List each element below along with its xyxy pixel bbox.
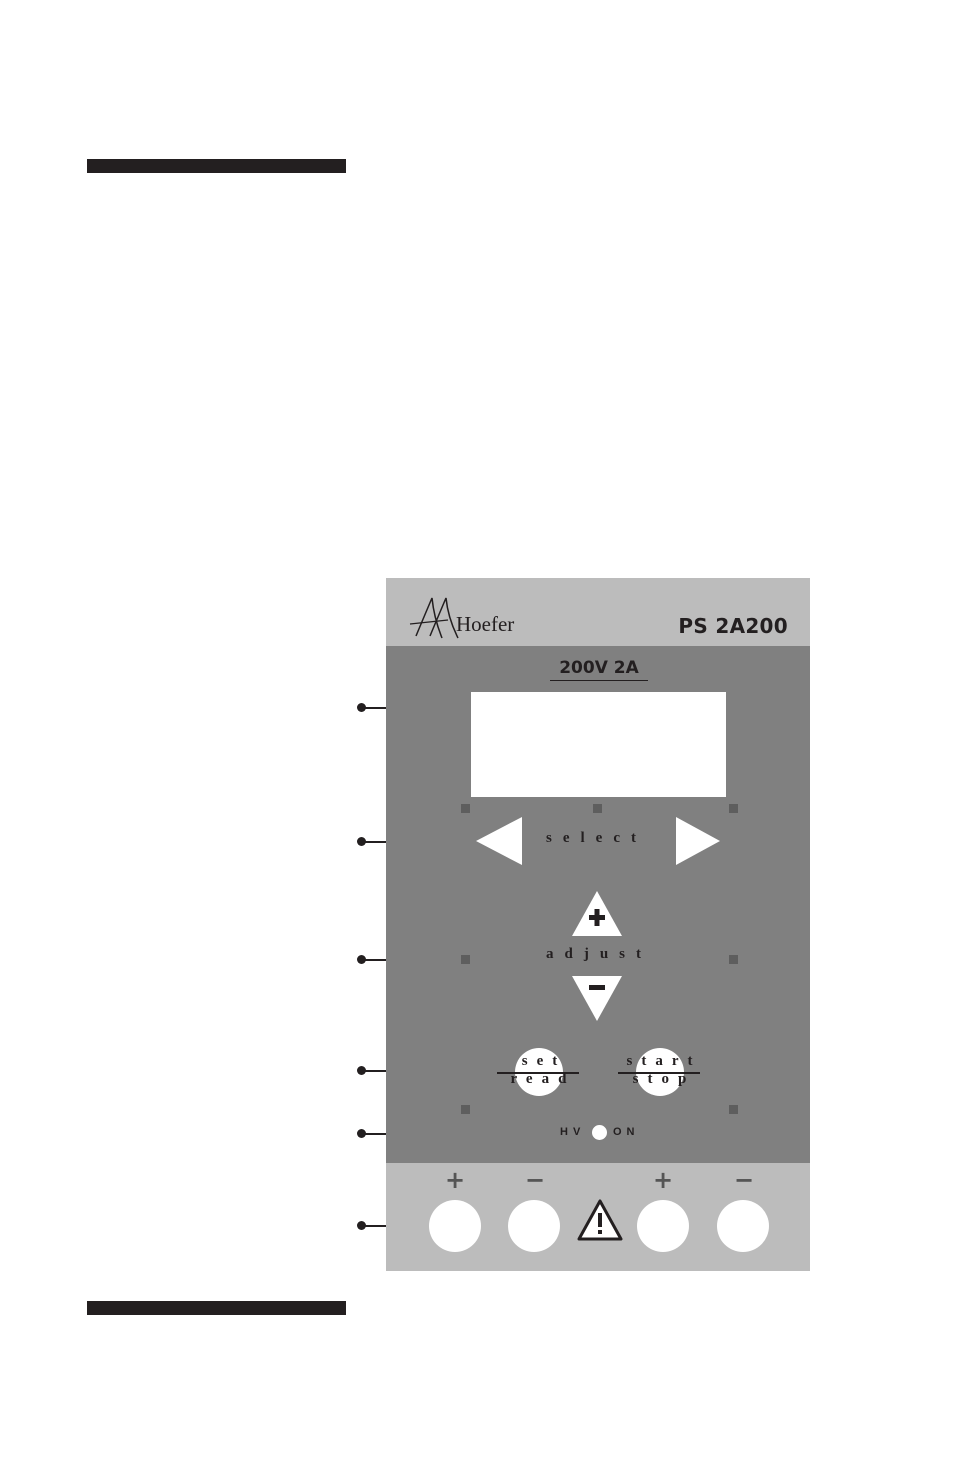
output-jack-positive[interactable]: [429, 1200, 481, 1252]
select-label: select: [546, 830, 647, 846]
led-indicator: [461, 804, 470, 813]
rating-label: 200V 2A: [550, 658, 648, 681]
select-right-arrow-icon[interactable]: [676, 817, 720, 865]
panel-header: [386, 578, 810, 646]
select-left-arrow-icon[interactable]: [476, 817, 522, 865]
lcd-display: [471, 692, 726, 797]
terminal-polarity-label: −: [734, 1166, 755, 1194]
warning-triangle-icon: [576, 1198, 624, 1242]
terminal-polarity-label: +: [653, 1166, 674, 1194]
led-indicator: [593, 804, 602, 813]
stop-label: stop: [632, 1071, 696, 1087]
adjust-down-minus-icon[interactable]: [572, 976, 622, 1021]
adjust-up-plus-icon[interactable]: [572, 891, 622, 936]
led-indicator: [729, 955, 738, 964]
output-jack-negative[interactable]: [508, 1200, 560, 1252]
set-label: set: [521, 1053, 567, 1069]
on-label: ON: [613, 1126, 640, 1138]
hv-label: HV: [560, 1126, 586, 1138]
footer-rule: [87, 1301, 346, 1315]
led-indicator: [729, 1105, 738, 1114]
brand-name: Hoefer: [456, 612, 515, 636]
header-rule: [87, 159, 346, 173]
led-indicator: [461, 1105, 470, 1114]
led-indicator: [729, 804, 738, 813]
output-jack-positive[interactable]: [637, 1200, 689, 1252]
terminal-polarity-label: −: [525, 1166, 546, 1194]
read-label: read: [510, 1071, 576, 1087]
start-label: start: [626, 1053, 702, 1069]
output-jack-negative[interactable]: [717, 1200, 769, 1252]
power-supply-panel: [386, 578, 810, 1271]
led-indicator: [461, 955, 470, 964]
hv-lamp: [592, 1125, 607, 1140]
adjust-label: adjust: [546, 946, 653, 962]
terminal-polarity-label: +: [445, 1166, 466, 1194]
model-number: PS 2A200: [678, 614, 788, 638]
